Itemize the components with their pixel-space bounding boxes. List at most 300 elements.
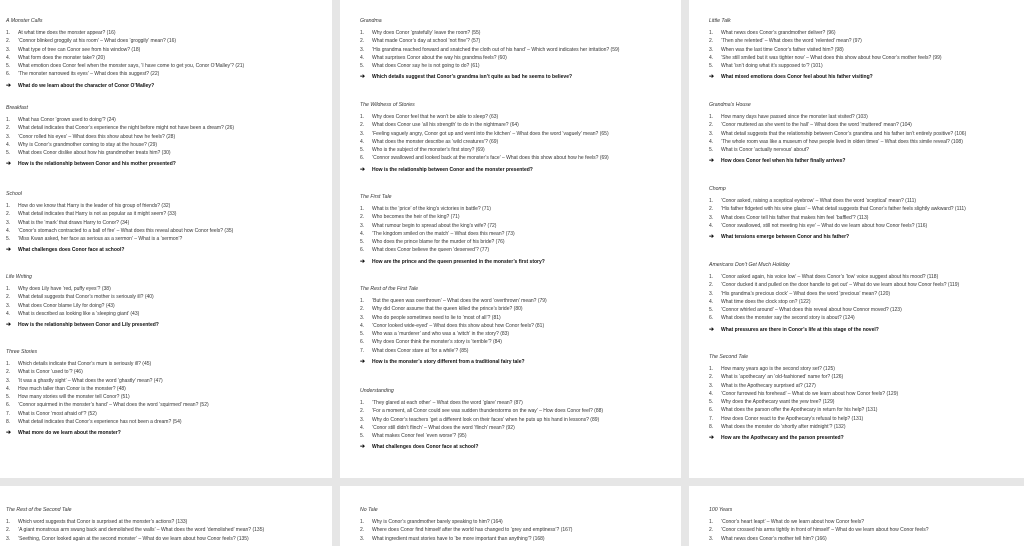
question-list [360,297,677,355]
question-number: 1. [360,400,365,406]
section-title: The Rest of the Second Tale [6,507,72,513]
question-number: 2. [360,408,365,415]
question-text: At what time does the monster appear? (16) [18,30,116,36]
question-text: Who was a ‘murderer’ and who was a ‘witch’ in the story? (83) [372,331,510,338]
question-text: ‘But the queen was overthrown’ – What does the word ‘overthrown’ mean? (79) [372,298,547,304]
question-number: 1. [709,198,714,204]
question-item [6,518,328,526]
question-item [360,399,677,407]
question-item [709,314,1020,322]
question-text: What does Conor tell his father that makes him feel ‘baffled’? (113) [721,214,869,221]
question-text: ‘Miss Kwan asked, her face as serious as a sermon’ – What is a ‘sermon’? [18,236,183,243]
question-section [709,353,1020,443]
question-number: 6. [6,402,11,409]
question-item [709,365,1020,373]
question-item [6,133,328,141]
question-text: What ingredient must stories have to ‘be more important than anything’? (168) [372,535,545,542]
question-number: 2. [6,125,11,132]
arrow-right-icon: ➔ [360,258,366,265]
question-text: ‘The whole room was like a museum of how people lived in olden times’ – What does this simile reveal? (108) [721,138,963,145]
question-text: Why does Lily have ‘red, puffy eyes’? (38) [18,286,111,292]
question-number: 4. [709,222,714,229]
question-list [709,29,1020,70]
question-item [6,360,328,368]
question-number: 3. [360,130,365,137]
question-text: ‘Conor’s stomach contracted to a ball of fire’ – What does this reveal about how Conor feels? (35) [18,227,234,234]
question-item [6,377,328,385]
question-item [709,526,1020,534]
question-item [360,297,677,305]
summary-question [360,166,677,175]
question-list [6,518,328,543]
summary-text: How are the prince and the queen presented in the monster’s first story? [372,258,545,265]
question-item [360,238,677,246]
question-list [709,197,1020,230]
question-list [6,116,328,157]
question-item [6,293,328,301]
question-number: 4. [6,310,11,317]
question-item [360,424,677,432]
question-text: How much taller than Conor is the monster? (48) [18,385,126,392]
question-item [6,385,328,393]
question-number: 2. [709,527,714,534]
question-item [6,46,328,54]
question-number: 4. [6,385,11,392]
section-title: Chomp [709,186,726,192]
page-4 [0,486,332,546]
question-number: 3. [6,46,11,53]
question-text: ‘Conor ducked it and pulled on the door handle to get out’ – What do we learn about how Conor feels? (119) [721,282,960,289]
question-number: 7. [6,410,11,417]
question-number: 5. [6,150,11,157]
question-number: 2. [360,306,365,313]
question-list [709,518,1020,543]
summary-question [709,73,1020,82]
question-text: What is described as looking like a ‘sleeping giant’ (43) [18,310,140,317]
question-item [709,390,1020,398]
question-item [709,423,1020,431]
question-number: 4. [709,138,714,145]
question-text: ‘Conor rolled his eyes’ – What does this show about how he feels? (28) [18,133,176,140]
question-text: What has Conor ‘grown used to doing’? (24) [18,117,116,123]
arrow-right-icon: ➔ [360,444,366,451]
question-item [360,113,677,121]
question-item [709,290,1020,298]
question-number: 7. [360,347,365,354]
question-number: 1. [709,30,714,36]
question-number: 4. [709,54,714,61]
question-section [709,261,1020,335]
question-number: 2. [360,122,365,129]
question-text: ‘Connor blinked groggily at his room’ – What does ‘groggily’ mean? (16) [18,38,177,45]
question-number: 3. [709,290,714,297]
page-6 [689,486,1024,546]
question-number: 6. [360,247,365,254]
question-text: ‘Conor asked, raising a sceptical eyebrow’ – What does the word ‘sceptical’ mean? (111) [721,198,917,204]
question-number: 3. [709,535,714,542]
question-number: 3. [360,416,365,423]
question-number: 5. [6,236,11,243]
question-text: What does the monster describe as ‘wild creatures’? (69) [372,138,499,145]
question-section [6,506,328,543]
arrow-right-icon: ➔ [709,158,715,165]
question-number: 3. [6,302,11,309]
summary-question [6,321,328,330]
question-text: What is the ‘price’ of the king’s victories in battle? (71) [372,206,491,212]
question-number: 5. [709,399,714,406]
arrow-right-icon: ➔ [6,247,12,254]
question-item [6,141,328,149]
question-list [360,399,677,440]
question-text: Why do Conor’s teachers ‘get a different look on their faces’ when he puts up his hand in lessons? (89) [372,416,600,423]
question-text: ‘Conor crossed his arms tightly in front of himself’ – What do we learn about how Conor feels? [721,527,929,534]
question-number: 5. [6,394,11,401]
question-text: When was the last time Conor’s father visited him? (98) [721,46,844,53]
question-text: Why is Conor’s grandmother barely speaking to him? (164) [372,519,503,525]
question-item [360,121,677,129]
summary-text: How is the relationship between Conor and the monster presented? [372,166,533,173]
question-section [360,387,677,452]
question-item [709,138,1020,146]
question-number: 3. [360,46,365,53]
question-number: 2. [709,282,714,289]
question-item [709,415,1020,423]
question-text: ‘Connor whirled around’ – What does this reveal about how Connor moved? (123) [721,307,902,314]
question-item [6,227,328,235]
section-title: No Tale [360,507,378,513]
summary-question [709,434,1020,443]
section-title: 100 Years [709,507,733,513]
summary-question [709,326,1020,335]
question-text: ‘She still smiled but it was tighter now’ – What does this show about how Conor’s mother feels? (99) [721,54,942,61]
question-list [6,29,328,79]
question-item [6,149,328,157]
question-number: 5. [709,63,714,70]
question-number: 3. [6,377,11,384]
section-title: Breakfast [6,105,28,111]
question-text: Where does Conor find himself after the world has changed to ‘grey and emptiness’? (167) [372,527,573,534]
question-section [6,17,328,91]
question-item [6,285,328,293]
question-number: 1. [6,361,11,367]
question-number: 1. [360,519,365,525]
arrow-right-icon: ➔ [709,234,715,241]
question-number: 4. [709,390,714,397]
arrow-right-icon: ➔ [6,161,12,168]
question-item [709,113,1020,121]
question-number: 6. [360,155,365,162]
question-text: ‘It was a ghastly sight’ – What does the word ‘ghastly’ mean? (47) [18,377,163,384]
question-text: What does Conor use ‘all his strength’ to do in the nightmare? (64) [372,122,519,129]
section-title: A Monster Calls [6,18,43,24]
question-text: ‘The kingdom smiled on the match’ – What does this mean? (73) [372,230,515,237]
question-item [709,518,1020,526]
question-item [360,230,677,238]
question-number: 2. [709,38,714,45]
question-list [6,202,328,243]
question-text: What is ‘apothecary’ an ‘old-fashioned’ name for? (126) [721,374,844,381]
question-number: 2. [360,214,365,221]
question-number: 5. [360,63,365,70]
question-number: 3. [709,382,714,389]
question-item [709,130,1020,138]
question-list [6,285,328,318]
question-section [360,285,677,367]
question-text: ‘Connor swallowed and looked back at the monster’s face’ – What does this show about how he feels? (69) [372,155,609,162]
question-item [709,222,1020,230]
question-text: What detail suggests that the relationship between Conor’s grandma and his father isn’t entirely positive? (106) [721,130,967,137]
question-number: 1. [709,366,714,372]
question-item [360,29,677,37]
question-item [6,302,328,310]
page-5 [340,486,681,546]
summary-question [360,258,677,267]
question-item [6,124,328,132]
question-number: 5. [360,239,365,246]
question-item [360,213,677,221]
summary-question [6,246,328,255]
question-text: What type of tree can Conor see from his window? (18) [18,46,141,53]
summary-text: How is the monster’s story different from a traditional fairy tale? [372,359,525,366]
question-item [360,146,677,154]
question-number: 7. [709,415,714,422]
question-text: What news does Conor’s mother tell him? (166) [721,535,827,542]
section-title: School [6,191,22,197]
question-text: ‘His grandma reached forward and snatched the cloth out of his hand’ – Which word indicates her irritation? (59) [372,46,620,53]
summary-question [709,157,1020,166]
question-text: What is the Apothecary surprised at? (127) [721,382,816,389]
question-item [709,197,1020,205]
question-item [360,347,677,355]
question-number: 1. [6,286,11,292]
section-title: The Second Tale [709,354,749,360]
question-item [6,410,328,418]
question-number: 4. [360,322,365,329]
question-number: 5. [360,331,365,338]
question-number: 2. [709,122,714,129]
question-number: 3. [6,219,11,226]
question-number: 4. [6,54,11,61]
question-item [6,401,328,409]
question-item [709,54,1020,62]
question-text: ‘The monster narrowed its eyes’ – What does this suggest? (22) [18,71,160,78]
summary-text: What tensions emerge between Conor and his father? [721,234,850,241]
question-list [709,113,1020,154]
question-item [360,314,677,322]
question-text: ‘Conor swallowed, still not meeting his eye’ – What do we learn about how Conor feels? (116) [721,222,928,229]
question-item [709,121,1020,129]
section-title: Three Stories [6,349,38,355]
question-number: 6. [6,71,11,78]
question-item [6,393,328,401]
question-text: What is Conor ‘most afraid of’? (52) [18,410,97,417]
question-item [709,398,1020,406]
question-number: 8. [709,424,714,431]
question-section [6,348,328,438]
page-3 [689,0,1024,478]
question-item [360,526,677,534]
question-text: Which word suggests that Conor is surprised at the monster’s actions? (133) [18,519,188,525]
question-item [360,305,677,313]
question-number: 8. [6,419,11,426]
question-item [360,322,677,330]
summary-text: How are the Apothecary and the parson presented? [721,435,844,442]
question-number: 5. [709,147,714,154]
question-text: What is Conor ‘used to’? (46) [18,369,83,376]
summary-text: What mixed emotions does Conor feel about his father visiting? [721,74,873,81]
question-item [709,298,1020,306]
question-text: ‘Connor squirmed in the monster’s hand’ – What does the word ‘squirmed’ mean? (52) [18,402,209,409]
question-item [6,202,328,210]
arrow-right-icon: ➔ [709,326,715,333]
question-item [360,205,677,213]
summary-question [360,443,677,452]
question-item [6,526,328,534]
question-text: Who becomes the heir of the king? (71) [372,214,460,221]
question-section [360,17,677,82]
question-item [360,62,677,70]
question-number: 4. [360,54,365,61]
question-text: Why is Conor’s grandmother coming to stay at the house? (29) [18,141,158,148]
question-number: 4. [360,230,365,237]
question-item [709,29,1020,37]
question-text: ‘Then she relented’ – What does the word ‘relented’ mean? (97) [721,38,862,45]
question-text: ‘Seething, Conor looked again at the second monster’ – What do we learn about how Conor feels? (135) [18,535,249,542]
question-number: 3. [709,214,714,221]
question-text: What does the parson offer the Apothecary in return for his help? (131) [721,407,878,414]
question-number: 2. [709,374,714,381]
question-number: 4. [360,424,365,431]
question-number: 1. [709,519,714,525]
question-item [360,46,677,54]
question-number: 2. [6,369,11,376]
question-number: 1. [6,203,11,209]
question-text: How many stories will the monster tell Conor? (51) [18,394,130,401]
question-text: What does Conor dislike about how his grandmother treats him? (30) [18,150,171,157]
question-text: What detail indicates that Harry is not as popular as it might seem? (33) [18,211,177,218]
question-text: Who does the prince blame for the murder of his bride? (76) [372,239,505,246]
question-number: 2. [360,38,365,45]
question-list [360,29,677,70]
question-text: Why does the Apothecary want the yew tree? (129) [721,399,835,406]
question-list [360,518,677,543]
question-number: 1. [360,298,365,304]
section-title: Little Talk [709,18,731,24]
section-title: Grandma’s House [709,102,751,108]
question-text: What is the ‘mark’ that draws Harry to Conor? (34) [18,219,130,226]
question-text: What time does the clock stop on? (122) [721,298,811,305]
summary-text: How is the relationship between Conor and Lily presented? [18,322,159,329]
question-item [709,306,1020,314]
question-text: ‘For a moment, all Conor could see was sudden thunderstorms on the way’ – How does Conor feel? (88) [372,408,604,415]
question-number: 2. [6,38,11,45]
question-text: ‘Conor looked wide-eyed’ – What does this show about how Conor feels? (81) [372,322,545,329]
question-text: Who do people sometimes need to lie to ‘most of all’? (81) [372,314,501,321]
question-item [360,130,677,138]
question-item [6,37,328,45]
question-item [360,338,677,346]
summary-question [360,358,677,367]
question-text: What does Conor say he is not going to do? (61) [372,63,480,70]
question-number: 3. [6,133,11,140]
question-number: 1. [6,519,11,525]
question-number: 5. [360,433,365,440]
question-section [709,17,1020,82]
question-list [6,360,328,426]
question-item [709,205,1020,213]
question-text: ‘A giant monstrous arm swung back and demolished the walls’ – What does the word ‘demolished’ mean? (135) [18,527,265,534]
section-title: The Rest of the First Tale [360,286,419,292]
question-text: ‘Conor still didn’t flinch’ – What does the word ‘flinch’ mean? (92) [372,424,515,431]
question-number: 3. [360,222,365,229]
question-number: 1. [709,114,714,120]
question-text: ‘His grandma’s precious clock’ – What does the word ‘precious’ mean? (120) [721,290,891,297]
question-item [360,416,677,424]
summary-text: How is the relationship between Conor and his mother presented? [18,161,176,168]
question-text: What does the monster say the second story is about? (124) [721,315,855,322]
question-item [360,432,677,440]
question-item [6,29,328,37]
question-text: How many days have passed since the monster last visited? (103) [721,114,868,120]
question-text: ‘Conor’s heart leapt’ – What do we learn about how Conor feels? [721,519,865,525]
question-text: What does Conor blame Lily for doing? (43) [18,302,115,309]
question-item [360,154,677,162]
question-text: What form does the monster take? (20) [18,54,105,61]
question-text: What does Conor stare at ‘for a while’? (85) [372,347,469,354]
question-item [6,418,328,426]
question-item [6,210,328,218]
question-item [709,273,1020,281]
question-number: 6. [709,407,714,414]
question-item [6,219,328,227]
question-item [6,54,328,62]
summary-text: What more do we learn about the monster? [18,430,121,437]
section-title: Understanding [360,388,394,394]
question-text: ‘Conor asked again, his voice low’ – What does Conor’s ‘low’ voice suggest about his mood? (118) [721,274,939,280]
question-item [360,54,677,62]
question-item [709,281,1020,289]
question-text: What news does Conor’s grandmother deliver? (96) [721,30,836,36]
question-text: ‘They glared at each other’ – What does the word ‘glare’ mean? (87) [372,400,523,406]
question-item [709,214,1020,222]
section-title: Americans Don’t Get Much Holiday [709,262,790,268]
question-number: 4. [6,227,11,234]
question-item [709,406,1020,414]
question-text: ‘Conor muttered as she went to the hall’ – What does the word ‘muttered’ mean? (104) [721,122,912,129]
arrow-right-icon: ➔ [709,74,715,81]
question-item [6,70,328,78]
question-section [360,193,677,267]
arrow-right-icon: ➔ [360,166,366,173]
question-item [6,310,328,318]
question-section [6,104,328,169]
question-text: Why does Conor feel that he won’t be able to sleep? (63) [372,114,499,120]
arrow-right-icon: ➔ [6,82,12,89]
section-title: Grandma [360,18,382,24]
summary-text: Which details suggest that Conor’s grandma isn’t quite as bad he seems to believe? [372,74,573,81]
arrow-right-icon: ➔ [6,430,12,437]
question-number: 1. [709,274,714,280]
question-item [709,62,1020,70]
question-text: What makes Conor feel ‘even worse’? (95) [372,433,467,440]
question-item [709,146,1020,154]
question-item [360,518,677,526]
question-number: 2. [709,206,714,213]
page-1 [0,0,332,478]
question-number: 5. [360,147,365,154]
question-text: How do we know that Harry is the leader of his group of friends? (32) [18,203,171,209]
question-number: 2. [6,527,11,534]
